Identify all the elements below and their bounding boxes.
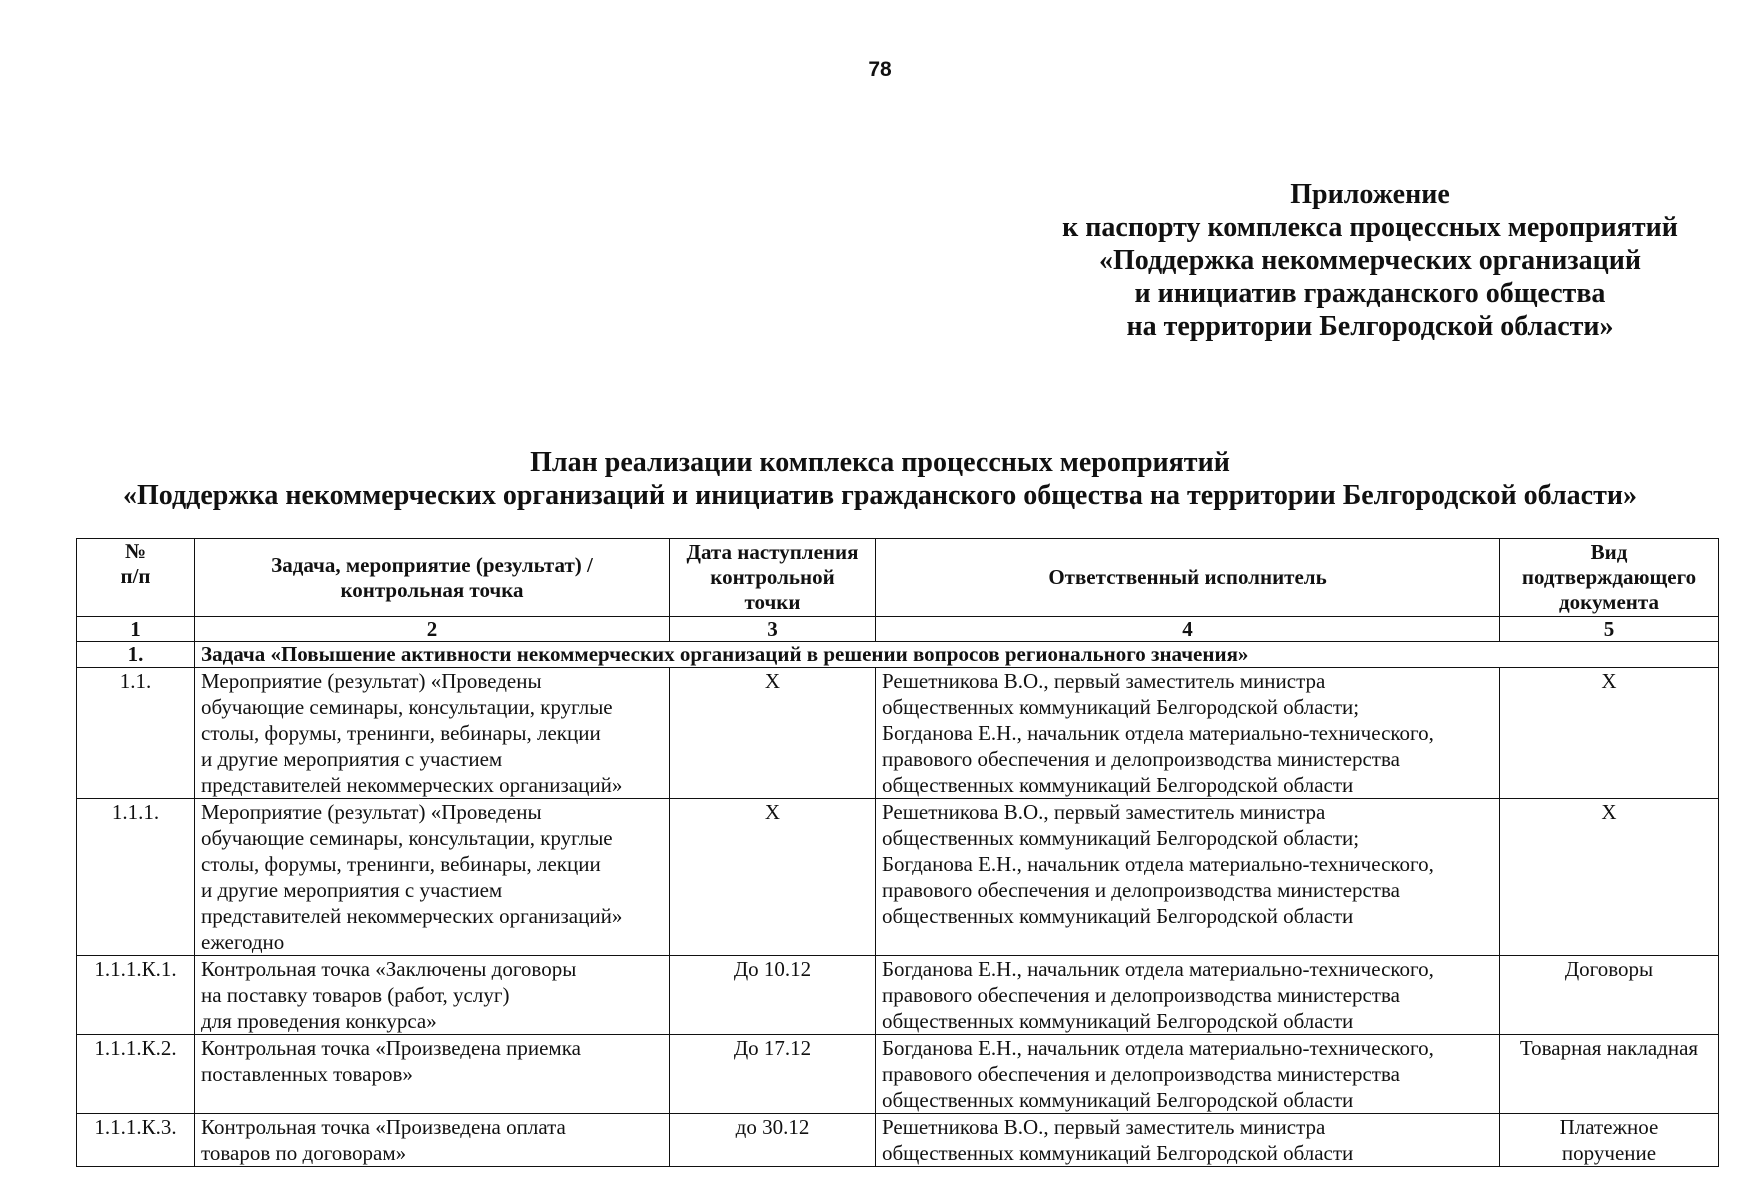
header-row: [77, 539, 1719, 617]
row-task: Контрольная точка «Произведена приемка поставленных товаров»: [195, 1035, 670, 1114]
row-date: X: [670, 799, 876, 956]
row-date: До 10.12: [670, 956, 876, 1035]
plan-title: [0, 446, 1760, 512]
page-number: 78: [868, 58, 892, 81]
row-responsible: Решетникова В.О., первый заместитель министра общественных коммуникаций Белгородской области: [876, 1114, 1500, 1167]
appendix-line-2: к паспорту комплекса процессных мероприятий: [1062, 212, 1678, 243]
row-number: 1.1.1.К.2.: [77, 1035, 195, 1114]
row-date: До 17.12: [670, 1035, 876, 1114]
task-number: 1.: [77, 642, 195, 668]
header-date: Дата наступления контрольной точки: [670, 539, 876, 617]
row-number: 1.1.1.К.1.: [77, 956, 195, 1035]
header-document: Вид подтверждающего документа: [1500, 539, 1719, 617]
row-document: Платежное поручение: [1500, 1114, 1719, 1167]
appendix-line-5: на территории Белгородской области»: [1126, 311, 1614, 342]
row-number: 1.1.: [77, 668, 195, 799]
column-number: 2: [195, 617, 670, 642]
column-number: 4: [876, 617, 1500, 642]
column-number: 5: [1500, 617, 1719, 642]
row-document: Товарная накладная: [1500, 1035, 1719, 1114]
row-date: X: [670, 668, 876, 799]
row-document: X: [1500, 668, 1719, 799]
row-responsible: Богданова Е.Н., начальник отдела материально-технического, правового обеспечения и делопроизводства министерства общественных коммуникаций Белгородской области: [876, 1035, 1500, 1114]
task-text: Задача «Повышение активности некоммерческих организаций в решении вопросов регионального значения»: [195, 642, 1719, 668]
plan-table: [76, 538, 1719, 1167]
task-row: [77, 642, 1719, 668]
appendix-line-4: и инициатив гражданского общества: [1134, 278, 1606, 309]
row-task: Контрольная точка «Заключены договоры на поставку товаров (работ, услуг) для проведения конкурса»: [195, 956, 670, 1035]
table-row: [77, 668, 1719, 799]
table-row: [77, 1114, 1719, 1167]
appendix-line-3: «Поддержка некоммерческих организаций: [1098, 245, 1641, 276]
column-number: 1: [77, 617, 195, 642]
row-task: Контрольная точка «Произведена оплата товаров по договорам»: [195, 1114, 670, 1167]
appendix-heading: [1030, 178, 1710, 343]
row-number: 1.1.1.: [77, 799, 195, 956]
header-num: № п/п: [77, 539, 195, 617]
header-task: Задача, мероприятие (результат) / контрольная точка: [195, 539, 670, 617]
row-responsible: Решетникова В.О., первый заместитель министра общественных коммуникаций Белгородской области; Богданова Е.Н., начальник отдела материально-технического, правового обеспечения и делопроизводства министерства общественных коммуникаций Белгородской области: [876, 799, 1500, 956]
plan-title-line-1: План реализации комплекса процессных мероприятий: [530, 447, 1230, 478]
plan-title-line-2: «Поддержка некоммерческих организаций и инициатив гражданского общества на территории Белгородской области»: [123, 480, 1637, 511]
row-document: Договоры: [1500, 956, 1719, 1035]
column-number-row: [77, 617, 1719, 642]
row-task: Мероприятие (результат) «Проведены обучающие семинары, консультации, круглые столы, форумы, тренинги, вебинары, лекции и другие мероприятия с участием представителей некоммерческих организаций»: [195, 668, 670, 799]
column-number: 3: [670, 617, 876, 642]
row-document: X: [1500, 799, 1719, 956]
table-row: [77, 956, 1719, 1035]
row-date: до 30.12: [670, 1114, 876, 1167]
table-row: [77, 799, 1719, 956]
header-responsible: Ответственный исполнитель: [876, 539, 1500, 617]
row-responsible: Богданова Е.Н., начальник отдела материально-технического, правового обеспечения и делопроизводства министерства общественных коммуникаций Белгородской области: [876, 956, 1500, 1035]
appendix-line-1: Приложение: [1290, 179, 1450, 210]
row-responsible: Решетникова В.О., первый заместитель министра общественных коммуникаций Белгородской области; Богданова Е.Н., начальник отдела материально-технического, правового обеспечения и делопроизводства министерства общественных коммуникаций Белгородской области: [876, 668, 1500, 799]
table-row: [77, 1035, 1719, 1114]
row-number: 1.1.1.К.3.: [77, 1114, 195, 1167]
row-task: Мероприятие (результат) «Проведены обучающие семинары, консультации, круглые столы, форумы, тренинги, вебинары, лекции и другие мероприятия с участием представителей некоммерческих организаций» ежегодно: [195, 799, 670, 956]
